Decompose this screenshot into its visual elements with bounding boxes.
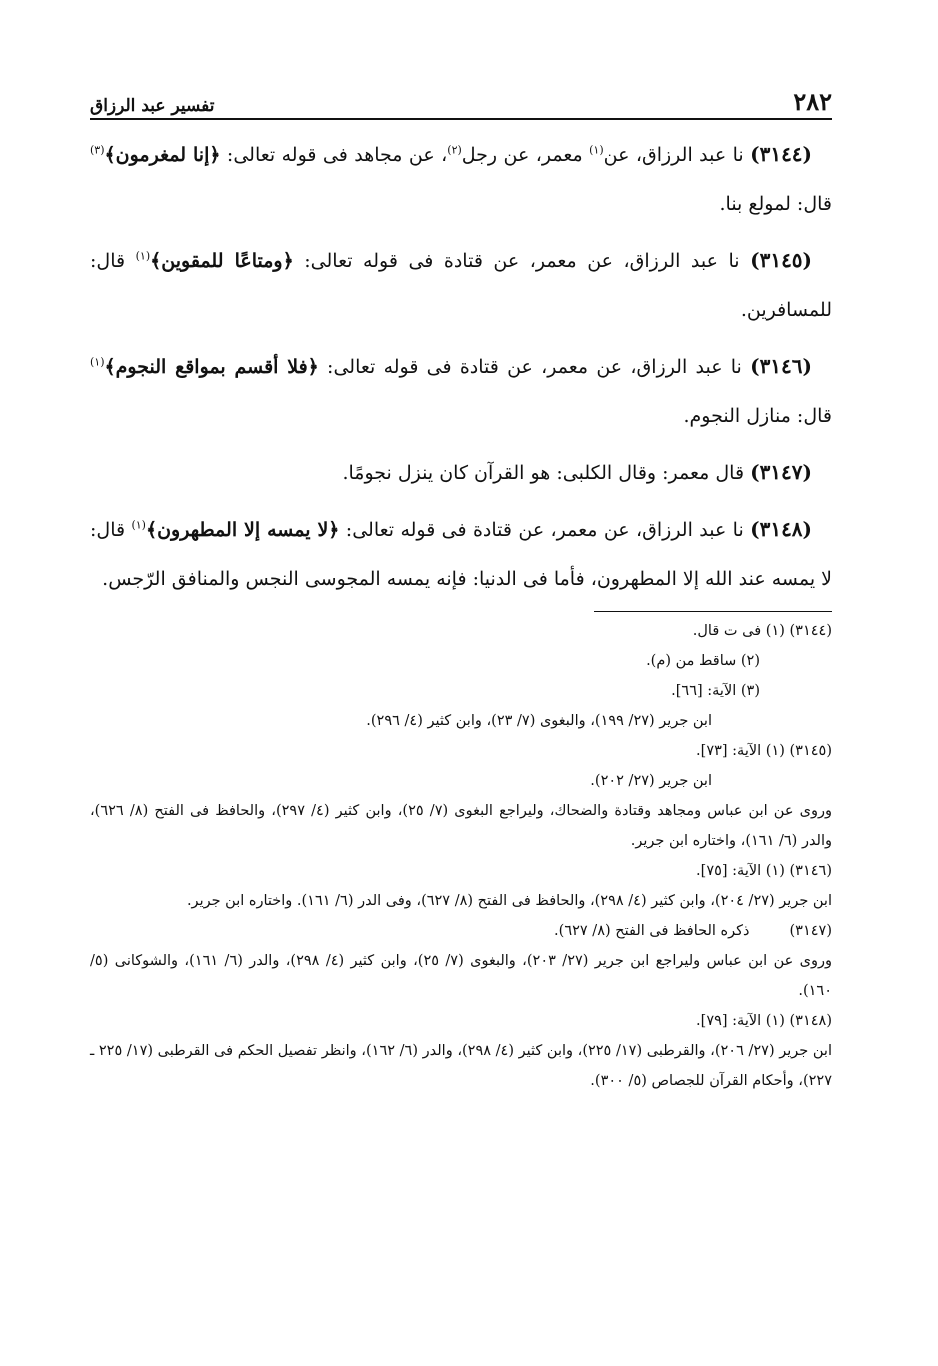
book-title: تفسير عبد الرزاق xyxy=(90,96,215,116)
footnote-line: (٣١٤٦) (١) الآية: [٧٥]. xyxy=(696,863,832,879)
entry-text: قال: منازل النجوم. xyxy=(683,405,832,427)
footnote-line: (٣) الآية: [٦٦]. xyxy=(671,683,760,699)
entry-number: (٣١٤٧) xyxy=(750,460,812,484)
footnote-separator xyxy=(594,611,832,612)
entry-text: قال: للمسافرين. xyxy=(90,250,832,321)
entry-3148 xyxy=(90,505,832,604)
entry-number: (٣١٤٤) xyxy=(750,142,813,166)
footnotes xyxy=(90,616,832,1096)
footnote-paragraph: وروى عن ابن عباس وليراجع ابن جرير (٢٧/ ٢٠٣)، والبغوى (٧/ ٢٥)، وابن كثير (٤/ ٢٩٨)، والدر (٦/ ١٦١)، والشوكانى (٥/ ١٦٠). xyxy=(90,953,833,999)
quran-quote: ﴿لا يمسه إلا المطهرون﴾ xyxy=(145,519,340,541)
entry-3145 xyxy=(90,236,832,335)
entry-text: نا عبد الرزاق، عن معمر، عن قتادة فى قوله تعالى: xyxy=(318,356,751,378)
footnote-text: ذكره الحافظ فى الفتح (٨/ ٦٢٧). xyxy=(554,923,750,939)
main-text xyxy=(90,130,832,604)
footnote-paragraph: ابن جرير (٢٧/ ٢٠٦)، والقرطبى (١٧/ ٢٢٥)، وابن كثير (٤/ ٢٩٨)، والدر (٦/ ١٦٢)، وانظر تفصيل الحكم فى القرطبى (١٧/ ٢٢٥ ـ ٢٢٧)، وأحكام القرآن للجصاص (٥/ ٣٠٠). xyxy=(90,1043,832,1089)
footnote-paragraph: ابن جرير (٢٧/ ٢٠٤)، وابن كثير (٤/ ٢٩٨)، والحافظ فى الفتح (٨/ ٦٢٧)، وفى الدر (٦/ ١٦١). واختاره ابن جرير. xyxy=(186,893,832,909)
entry-3144 xyxy=(90,130,832,229)
entry-text: معمر، عن رجل xyxy=(461,144,590,166)
footnote-line: (٣١٤٤) (١) فى ت قال. xyxy=(692,623,832,639)
page xyxy=(90,82,832,1096)
footnote-line: ابن جرير (٢٧/ ١٩٩)، والبغوى (٧/ ٢٣)، وابن كثير (٤/ ٢٩٦). xyxy=(366,713,712,729)
quran-quote: ﴿فلا أقسم بمواقع النجوم﴾ xyxy=(104,356,319,378)
footnote-ref: (١) xyxy=(135,249,151,263)
footnote-line: ابن جرير (٢٧/ ٢٠٢). xyxy=(590,773,712,789)
entry-text: ، عن مجاهد فى قوله تعالى: xyxy=(220,144,448,166)
entry-text: قال معمر: وقال الكلبى: هو القرآن كان ينزل نجومًا. xyxy=(342,462,751,484)
entry-text: قال: لمولع بنا. xyxy=(719,193,832,215)
entry-text: نا عبد الرزاق، عن معمر، عن قتادة فى قوله تعالى: xyxy=(293,250,751,272)
footnote-paragraph: وروى عن ابن عباس ومجاهد وقتادة والضحاك، وليراجع البغوى (٧/ ٢٥)، وابن كثير (٤/ ٢٩٧)، والحافظ فى الفتح (٨/ ٦٢٦)، والدر (٦/ ١٦١)، واختاره ابن جرير. xyxy=(90,803,832,849)
footnote-line xyxy=(90,916,832,946)
footnote-ref: (١) xyxy=(131,518,146,532)
footnote-line: (٢) ساقط من (م). xyxy=(646,653,760,669)
entry-number: (٣١٤٨) xyxy=(750,517,813,541)
entry-text: قال: لا يمسه عند الله إلا المطهرون، فأما فى الدنيا: فإنه يمسه المجوسى النجس والمنافق الرّجس. xyxy=(90,519,832,590)
page-number: ٢٨٢ xyxy=(793,87,832,116)
running-header xyxy=(90,82,832,120)
entry-number: (٣١٤٥) xyxy=(750,248,813,272)
quran-quote: ﴿ومتاعًا للمقوين﴾ xyxy=(150,250,294,272)
entry-3146 xyxy=(90,342,832,441)
footnote-label: (٣١٤٧) xyxy=(789,923,832,939)
entry-text: نا عبد الرزاق، عن معمر، عن قتادة فى قوله تعالى: xyxy=(339,519,751,541)
quran-quote: ﴿إنا لمغرمون﴾ xyxy=(104,144,221,166)
footnote-ref: (١) xyxy=(90,355,105,369)
footnote-ref: (١) xyxy=(589,143,604,157)
footnote-line: (٣١٤٥) (١) الآية: [٧٣]. xyxy=(696,743,832,759)
entry-text: نا عبد الرزاق، عن xyxy=(603,144,751,166)
entry-3147 xyxy=(90,448,832,498)
footnote-line: (٣١٤٨) (١) الآية: [٧٩]. xyxy=(696,1013,832,1029)
footnote-ref: (٣) xyxy=(90,143,105,157)
footnote-ref: (٢) xyxy=(447,143,462,157)
entry-number: (٣١٤٦) xyxy=(750,354,812,378)
